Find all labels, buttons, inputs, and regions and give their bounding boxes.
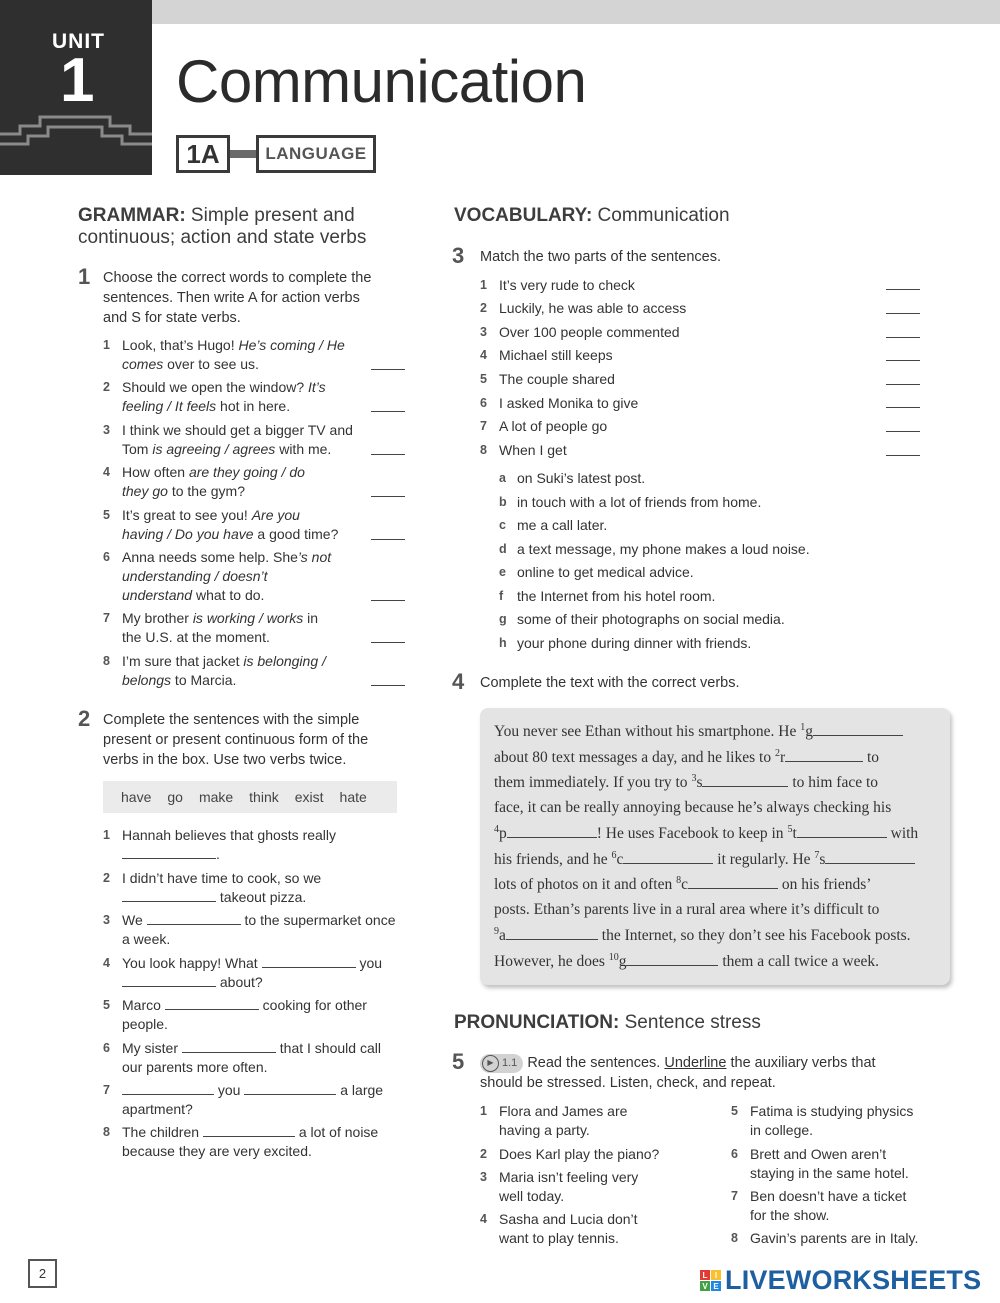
text-line: lots of photos on it and often $^8$c on his friends’ — [494, 875, 872, 893]
answer-blank[interactable] — [886, 407, 920, 408]
verb-word: hate — [339, 789, 367, 805]
exercise-2-instructions: Complete the sentences with the simple present or present continuous form of the verbs in the box. Use two verbs twice. — [103, 712, 369, 768]
answer-blank[interactable] — [886, 384, 920, 385]
unit-badge — [0, 0, 152, 175]
badge-connector — [230, 150, 256, 158]
answer-blank[interactable] — [371, 539, 405, 540]
answer-blank[interactable] — [122, 975, 216, 987]
answer-blank[interactable] — [165, 998, 259, 1010]
liveworksheets-logo — [700, 1265, 981, 1296]
answer-blank[interactable] — [785, 752, 863, 762]
exercise-1-number: 1 — [78, 264, 91, 289]
text-line: them immediately. If you try to $^3$s to him face to — [494, 773, 879, 791]
answer-blank[interactable] — [506, 930, 598, 940]
text-line: posts. Ethan’s parents live in a rural area where it’s difficult to — [494, 901, 880, 918]
exercise-3-instructions: Match the two parts of the sentences. — [480, 249, 721, 265]
exercise-5-instructions: ▶ 1.1 Read the sentences. Underline the auxiliary verbs that should be stressed. Listen, check, and repeat. — [480, 1055, 876, 1091]
verb-word: make — [198, 789, 234, 805]
answer-blank[interactable] — [371, 600, 405, 601]
text-line: face, it can be really annoying because he’s always checking his — [494, 799, 892, 816]
answer-blank[interactable] — [623, 854, 713, 864]
text-line: $^4$p ! He uses Facebook to keep in $^5$t with — [494, 824, 919, 842]
answer-blank[interactable] — [886, 360, 920, 361]
verb-box — [103, 781, 397, 813]
answer-blank[interactable] — [122, 1083, 214, 1095]
answer-blank[interactable] — [702, 777, 788, 787]
exercise-1-instructions: Choose the correct words to complete the sentences. Then write A for action verbs and S for state verbs. — [103, 270, 372, 326]
lesson-code: 1A — [176, 135, 230, 173]
page-number: 2 — [28, 1259, 57, 1288]
answer-blank[interactable] — [797, 828, 887, 838]
verb-word: exist — [294, 789, 324, 805]
text-line: However, he does $^{10}$g them a call twice a week. — [494, 952, 880, 970]
answer-blank[interactable] — [507, 828, 597, 838]
answer-blank[interactable] — [886, 337, 920, 338]
answer-blank[interactable] — [371, 642, 405, 643]
verb-word: think — [249, 789, 279, 805]
answer-blank[interactable] — [371, 496, 405, 497]
text-line: You never see Ethan without his smartphone. He $^1$g — [494, 722, 903, 741]
play-icon: ▶ — [482, 1055, 499, 1072]
pronunciation-heading: PRONUNCIATION: Sentence stress — [454, 1012, 761, 1033]
grammar-heading: GRAMMAR: Simple present and continuous; action and state verbs — [78, 205, 367, 248]
answer-blank[interactable] — [886, 313, 920, 314]
answer-blank[interactable] — [203, 1125, 295, 1137]
text-line: about 80 text messages a day, and he likes to $^2$r to — [494, 748, 880, 766]
exercise-2-number: 2 — [78, 706, 91, 731]
top-bar — [152, 0, 1000, 24]
answer-blank[interactable] — [262, 956, 356, 968]
answer-blank[interactable] — [371, 685, 405, 686]
answer-blank[interactable] — [147, 913, 241, 925]
answer-blank[interactable] — [182, 1041, 276, 1053]
exercise-3-number: 3 — [452, 243, 465, 268]
exercise-5-number: 5 — [452, 1049, 465, 1074]
answer-blank[interactable] — [371, 369, 405, 370]
answer-blank[interactable] — [886, 455, 920, 456]
verb-word: have — [121, 789, 152, 805]
answer-blank[interactable] — [244, 1083, 336, 1095]
unit-label: UNIT — [52, 30, 105, 53]
answer-blank[interactable] — [371, 454, 405, 455]
lesson-type: LANGUAGE — [256, 135, 376, 173]
vocabulary-heading: VOCABULARY: Communication — [454, 205, 730, 226]
answer-blank[interactable] — [886, 431, 920, 432]
answer-blank[interactable] — [813, 726, 903, 736]
answer-blank[interactable] — [371, 411, 405, 412]
exercise-4-instructions: Complete the text with the correct verbs. — [480, 675, 740, 691]
brand-name: LIVEWORKSHEETS — [725, 1265, 982, 1295]
text-line: $^9$a the Internet, so they don’t see his Facebook posts. — [494, 926, 911, 944]
logo-icon: L I V E — [700, 1270, 721, 1291]
unit-number: 1 — [60, 46, 95, 115]
audio-button[interactable]: ▶ 1.1 — [480, 1054, 523, 1073]
answer-blank[interactable] — [122, 890, 216, 902]
answer-blank[interactable] — [626, 956, 718, 966]
text-line: his friends, and he $^6$c it regularly. He $^7$s — [494, 850, 915, 869]
answer-blank[interactable] — [688, 879, 778, 889]
page-title: Communication — [176, 48, 587, 115]
answer-blank[interactable] — [122, 847, 216, 859]
answer-blank[interactable] — [825, 854, 915, 864]
exercise-4-number: 4 — [452, 669, 465, 694]
answer-blank[interactable] — [886, 289, 920, 290]
step-pattern-icon — [0, 112, 152, 175]
verb-word: go — [167, 789, 183, 805]
